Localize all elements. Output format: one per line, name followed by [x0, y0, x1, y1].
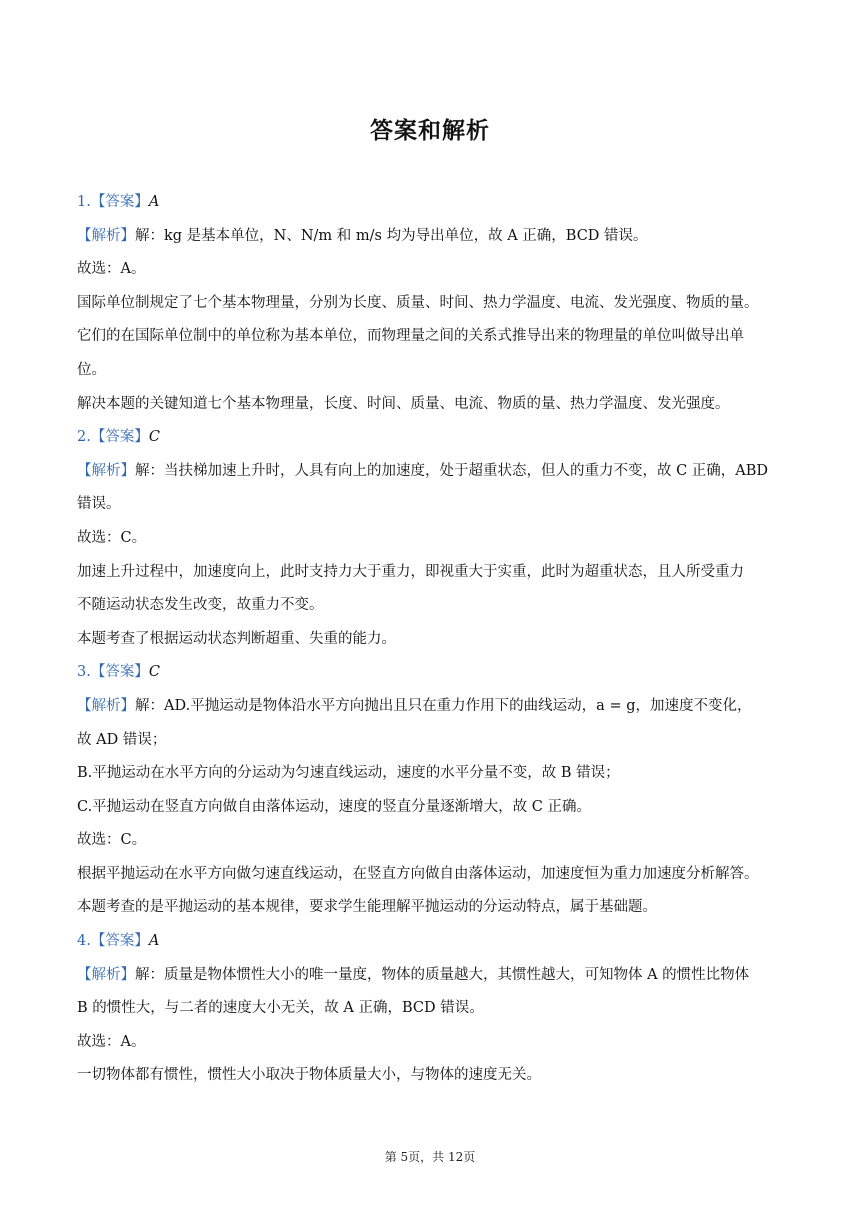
- question-number: 3.: [77, 664, 91, 681]
- answer-tag: 【答案】: [90, 933, 149, 950]
- analysis-line: [77, 959, 787, 993]
- analysis-line: [77, 455, 787, 489]
- question-number: 4.: [77, 933, 91, 950]
- text-line: 故选：A。: [77, 1033, 146, 1050]
- answer-line-q2: [77, 421, 787, 455]
- answer-value: C: [148, 429, 160, 446]
- page-footer: 第 5页，共 12页: [384, 1150, 476, 1164]
- text-line: C.平抛运动在竖直方向做自由落体运动，速度的竖直分量逐渐增大，故 C 正确。: [77, 798, 591, 815]
- text-line: 国际单位制规定了七个基本物理量，分别为长度、质量、时间、热力学温度、电流、发光强度、物质的量。: [77, 294, 759, 311]
- question-number: 1.: [77, 194, 91, 210]
- analysis-text: 解：kg 是基本单位，N、N/m 和 m/s 均为导出单位，故 A 正确，BCD 错误。: [135, 227, 648, 244]
- text-line: 不随运动状态发生改变，故重力不变。: [77, 597, 324, 614]
- text-line: 位。: [77, 361, 106, 378]
- analysis-text: 解：AD.平抛运动是物体沿水平方向抛出且只在重力作用下的曲线运动，a = g，加速度不变化，: [135, 697, 752, 714]
- answer-value: A: [148, 933, 160, 950]
- answer-tag: 【答案】: [90, 429, 149, 446]
- text-line: 解决本题的关键知道七个基本物理量，长度、时间、质量、电流、物质的量、热力学温度、发光强度。: [77, 395, 730, 412]
- text-line: 故选：C。: [77, 832, 147, 849]
- text-line: 一切物体都有惯性，惯性大小取决于物体质量大小，与物体的速度无关。: [77, 1067, 541, 1084]
- text-line: 加速上升过程中，加速度向上，此时支持力大于重力，即视重大于实重，此时为超重状态，且人所受重力: [77, 563, 744, 580]
- text-line: B 的惯性大，与二者的速度大小无关，故 A 正确，BCD 错误。: [77, 1000, 484, 1017]
- analysis-line: [77, 220, 787, 254]
- text-line: 故选：A。: [77, 261, 146, 278]
- text-line: 故 AD 错误；: [77, 731, 167, 748]
- answer-value: C: [148, 664, 160, 681]
- answer-line-q1: [77, 186, 787, 220]
- answer-value: A: [148, 194, 160, 210]
- analysis-tag: 【解析】: [77, 462, 135, 479]
- text-line: 错误。: [77, 496, 121, 513]
- analysis-tag: 【解析】: [77, 697, 135, 714]
- analysis-tag: 【解析】: [77, 227, 135, 244]
- text-line: 本题考查了根据运动状态判断超重、失重的能力。: [77, 630, 396, 647]
- analysis-text: 解：当扶梯加速上升时，人具有向上的加速度，处于超重状态，但人的重力不变，故 C 正确，ABD: [135, 462, 769, 479]
- answer-content: [77, 186, 787, 1093]
- analysis-text: 解：质量是物体惯性大小的唯一量度，物体的质量越大，其惯性越大，可知物体 A 的惯性比物体: [135, 966, 750, 983]
- text-line: 根据平抛运动在水平方向做匀速直线运动，在竖直方向做自由落体运动，加速度恒为重力加速度分析解答。: [77, 865, 759, 882]
- answer-line-q4: [77, 925, 787, 959]
- question-number: 2.: [77, 429, 91, 446]
- answer-tag: 【答案】: [90, 664, 149, 681]
- text-line: 它们的在国际单位制中的单位称为基本单位，而物理量之间的关系式推导出来的物理量的单位叫做导出单: [77, 328, 744, 345]
- answer-line-q3: [77, 656, 787, 690]
- text-line: B.平抛运动在水平方向的分运动为匀速直线运动，速度的水平分量不变，故 B 错误；: [77, 765, 620, 782]
- analysis-tag: 【解析】: [77, 966, 135, 983]
- text-line: 本题考查的是平抛运动的基本规律，要求学生能理解平抛运动的分运动特点，属于基础题。: [77, 899, 657, 916]
- analysis-line: [77, 690, 787, 724]
- answer-tag: 【答案】: [90, 194, 149, 210]
- page-title: 答案和解析: [370, 118, 490, 144]
- text-line: 故选：C。: [77, 529, 147, 546]
